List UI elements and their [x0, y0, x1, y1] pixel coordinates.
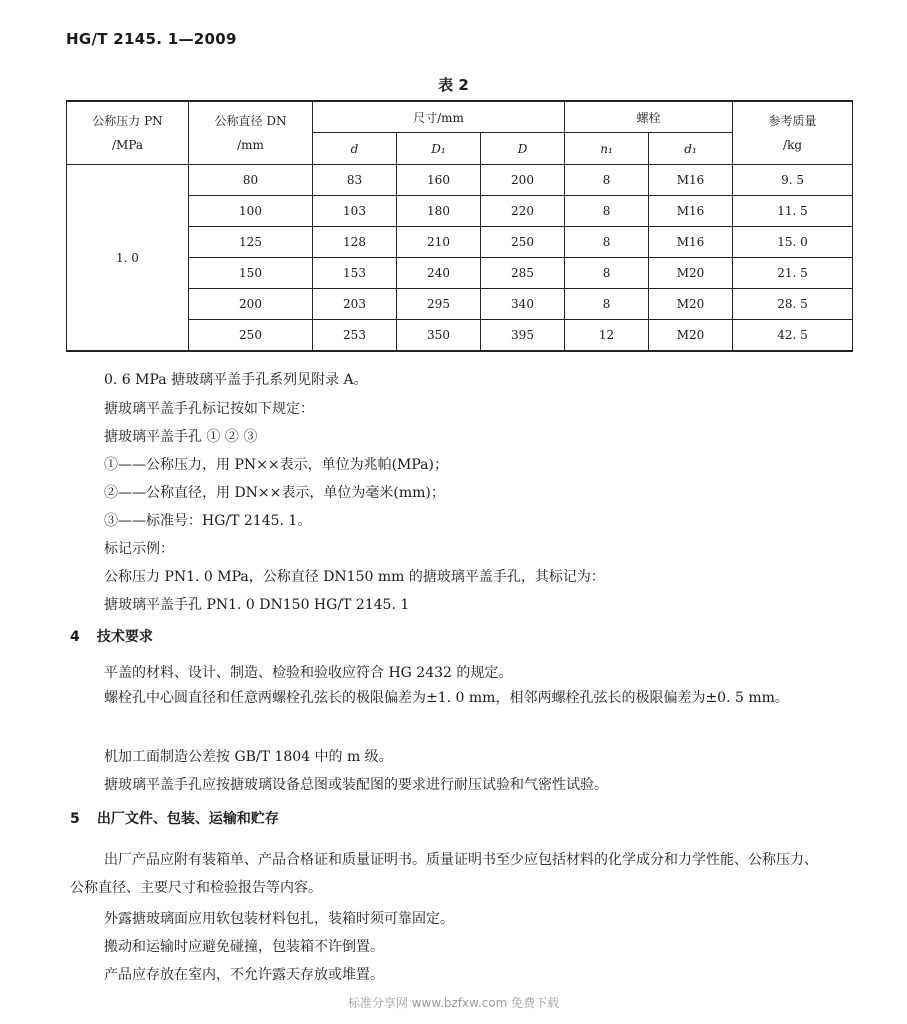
cell-n1: 8: [565, 165, 649, 196]
cell-d: 83: [313, 165, 397, 196]
note-marking-rule: 搪玻璃平盖手孔标记按如下规定：: [104, 401, 314, 417]
note-example-desc: 公称压力 PN1. 0 MPa，公称直径 DN150 mm 的搪玻璃平盖手孔，其标记为：: [104, 569, 605, 585]
cell-mass: 28. 5: [733, 289, 853, 320]
header-mass-line2: /kg: [783, 138, 803, 152]
note-item-2: ②——公称直径，用 DN××表示，单位为毫米(mm)；: [104, 485, 445, 501]
cell-D: 285: [481, 258, 565, 289]
note-appendix: 0. 6 MPa 搪玻璃平盖手孔系列见附录 A。: [104, 372, 368, 388]
cell-d1: M16: [649, 227, 733, 258]
cell-mass: 9. 5: [733, 165, 853, 196]
cell-d1: M20: [649, 320, 733, 352]
cell-mass: 15. 0: [733, 227, 853, 258]
section-5-p1: 出厂产品应附有装箱单、产品合格证和质量证明书。质量证明书至少应包括材料的化学成分和力学性能、公称压力、公称直径、主要尺寸和检验报告等内容。: [70, 852, 818, 896]
note-example-label: 标记示例：: [104, 541, 174, 557]
cell-D: 220: [481, 196, 565, 227]
header-pn-line2: /MPa: [111, 138, 144, 152]
section-4-number: 4: [70, 629, 80, 645]
header-mass: [733, 101, 853, 165]
spec-table: [66, 100, 853, 352]
cell-mass: 42. 5: [733, 320, 853, 352]
cell-dn: 80: [189, 165, 313, 196]
cell-D: 200: [481, 165, 565, 196]
note-marking-format: 搪玻璃平盖手孔 ① ② ③: [104, 429, 258, 445]
cell-D1: 350: [397, 320, 481, 352]
header-dn: [189, 101, 313, 165]
header-n1: n₁: [565, 133, 649, 165]
watermark-footer: 标准分享网 www.bzfxw.com 免费下载: [347, 996, 560, 1010]
cell-D: 250: [481, 227, 565, 258]
note-item-1: ①——公称压力，用 PN××表示，单位为兆帕(MPa)；: [104, 457, 448, 473]
cell-d: 153: [313, 258, 397, 289]
table-row: [67, 165, 853, 196]
cell-D: 340: [481, 289, 565, 320]
note-example-mark: 搪玻璃平盖手孔 PN1. 0 DN150 HG/T 2145. 1: [104, 597, 410, 613]
cell-d1: M20: [649, 258, 733, 289]
section-5-title: 出厂文件、包装、运输和贮存: [96, 811, 279, 827]
cell-d1: M20: [649, 289, 733, 320]
header-d1: d₁: [649, 133, 733, 165]
pn-value-cell: 1. 0: [67, 165, 189, 352]
cell-n1: 8: [565, 289, 649, 320]
cell-dn: 200: [189, 289, 313, 320]
cell-dn: 100: [189, 196, 313, 227]
cell-D1: 240: [397, 258, 481, 289]
section-4-p1: 平盖的材料、设计、制造、检验和验收应符合 HG 2432 的规定。: [104, 665, 513, 681]
header-bolt-group: 螺栓: [565, 101, 733, 133]
cell-n1: 8: [565, 196, 649, 227]
header-pn-line1: 公称压力 PN: [92, 114, 163, 128]
table-title: 表 2: [438, 76, 469, 94]
section-5-p3: 搬动和运输时应避免碰撞，包装箱不许倒置。: [104, 939, 384, 955]
cell-d1: M16: [649, 196, 733, 227]
cell-d: 103: [313, 196, 397, 227]
cell-d: 203: [313, 289, 397, 320]
cell-d: 253: [313, 320, 397, 352]
header-dn-line2: /mm: [237, 138, 264, 152]
cell-n1: 8: [565, 227, 649, 258]
cell-dn: 125: [189, 227, 313, 258]
header-D1: D₁: [397, 133, 481, 165]
header-mass-line1: 参考质量: [768, 114, 817, 128]
standard-number-header: HG/T 2145. 1—2009: [66, 30, 237, 48]
cell-mass: 11. 5: [733, 196, 853, 227]
section-5-heading: [70, 808, 279, 828]
section-4-p4: 搪玻璃平盖手孔应按搪玻璃设备总图或装配图的要求进行耐压试验和气密性试验。: [104, 777, 608, 793]
section-5-p2: 外露搪玻璃面应用软包装材料包扎，装箱时须可靠固定。: [104, 911, 454, 927]
section-4-p3: 机加工面制造公差按 GB/T 1804 中的 m 级。: [104, 749, 393, 765]
section-5-number: 5: [70, 811, 80, 827]
header-dn-line1: 公称直径 DN: [214, 114, 287, 128]
cell-D1: 210: [397, 227, 481, 258]
section-4-title: 技术要求: [96, 629, 153, 645]
cell-D1: 180: [397, 196, 481, 227]
section-4-heading: [70, 626, 153, 646]
header-pn: [67, 101, 189, 165]
header-D: D: [481, 133, 565, 165]
cell-D: 395: [481, 320, 565, 352]
header-size-group: 尺寸/mm: [313, 101, 565, 133]
cell-D1: 160: [397, 165, 481, 196]
cell-n1: 12: [565, 320, 649, 352]
cell-mass: 21. 5: [733, 258, 853, 289]
section-5-p4: 产品应存放在室内，不允许露天存放或堆置。: [104, 967, 384, 983]
note-item-3: ③——标准号：HG/T 2145. 1。: [104, 513, 312, 529]
cell-dn: 250: [189, 320, 313, 352]
cell-n1: 8: [565, 258, 649, 289]
cell-d1: M16: [649, 165, 733, 196]
cell-D1: 295: [397, 289, 481, 320]
header-d: d: [313, 133, 397, 165]
cell-dn: 150: [189, 258, 313, 289]
section-4-p2: 螺栓孔中心圆直径和任意两螺栓孔弦长的极限偏差为±1. 0 mm，相邻两螺栓孔弦长的极限偏差为±0. 5 mm。: [104, 690, 789, 706]
cell-d: 128: [313, 227, 397, 258]
